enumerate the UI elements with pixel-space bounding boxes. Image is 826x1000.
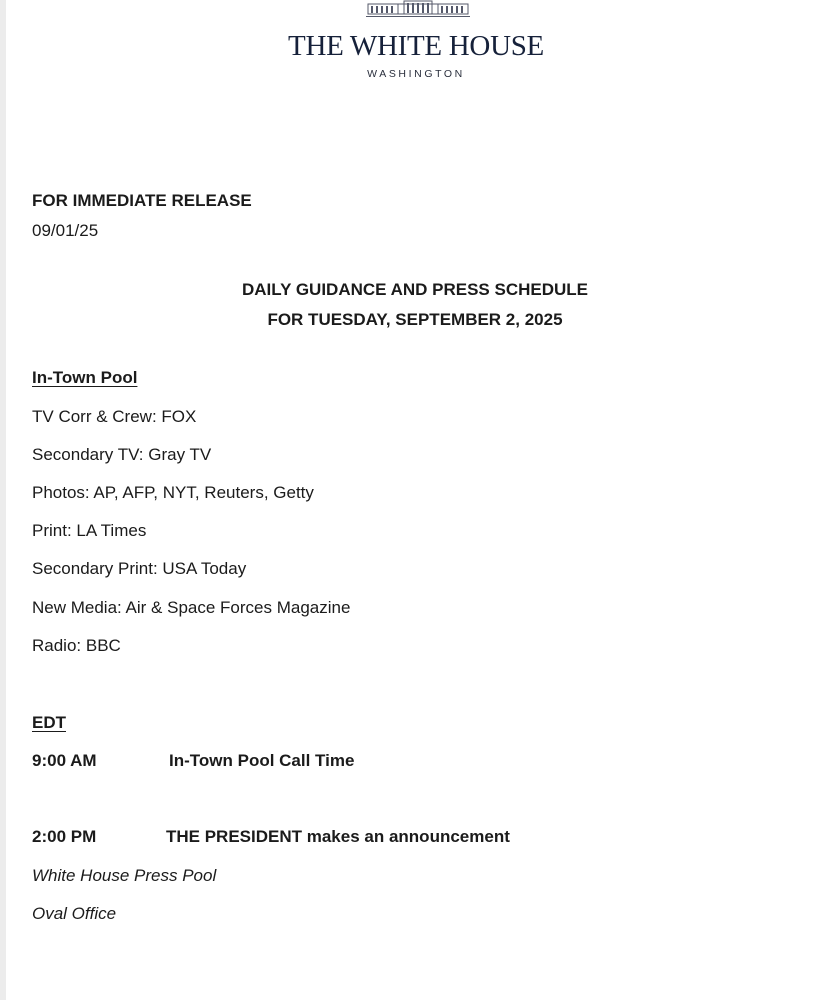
event-detail: White House Press Pool [32, 866, 217, 885]
pool-item: Secondary TV: Gray TV [32, 445, 212, 464]
letterhead-title: THE WHITE HOUSE [288, 30, 544, 62]
pool-item: Print: LA Times [32, 521, 147, 540]
page-edge [0, 0, 6, 1000]
pool-item: New Media: Air & Space Forces Magazine [32, 598, 351, 617]
pool-item: Radio: BBC [32, 636, 121, 655]
event-title: In-Town Pool Call Time [169, 751, 355, 770]
pool-item: TV Corr & Crew: FOX [32, 407, 197, 426]
heading-line-2: FOR TUESDAY, SEPTEMBER 2, 2025 [267, 310, 563, 329]
white-house-building-icon [364, 0, 472, 18]
event-detail: Oval Office [32, 904, 117, 923]
event-time: 2:00 PM [32, 827, 97, 846]
event-title: THE PRESIDENT makes an announcement [166, 827, 510, 846]
release-label: FOR IMMEDIATE RELEASE [32, 191, 252, 210]
schedule-timezone: EDT [32, 713, 66, 732]
pool-item: Secondary Print: USA Today [32, 559, 247, 578]
release-date: 09/01/25 [32, 221, 99, 240]
pool-item: Photos: AP, AFP, NYT, Reuters, Getty [32, 483, 314, 502]
letterhead-subtitle: WASHINGTON [367, 68, 465, 80]
pool-title: In-Town Pool [32, 368, 138, 387]
heading-line-1: DAILY GUIDANCE AND PRESS SCHEDULE [241, 280, 589, 299]
event-time: 9:00 AM [32, 751, 97, 770]
